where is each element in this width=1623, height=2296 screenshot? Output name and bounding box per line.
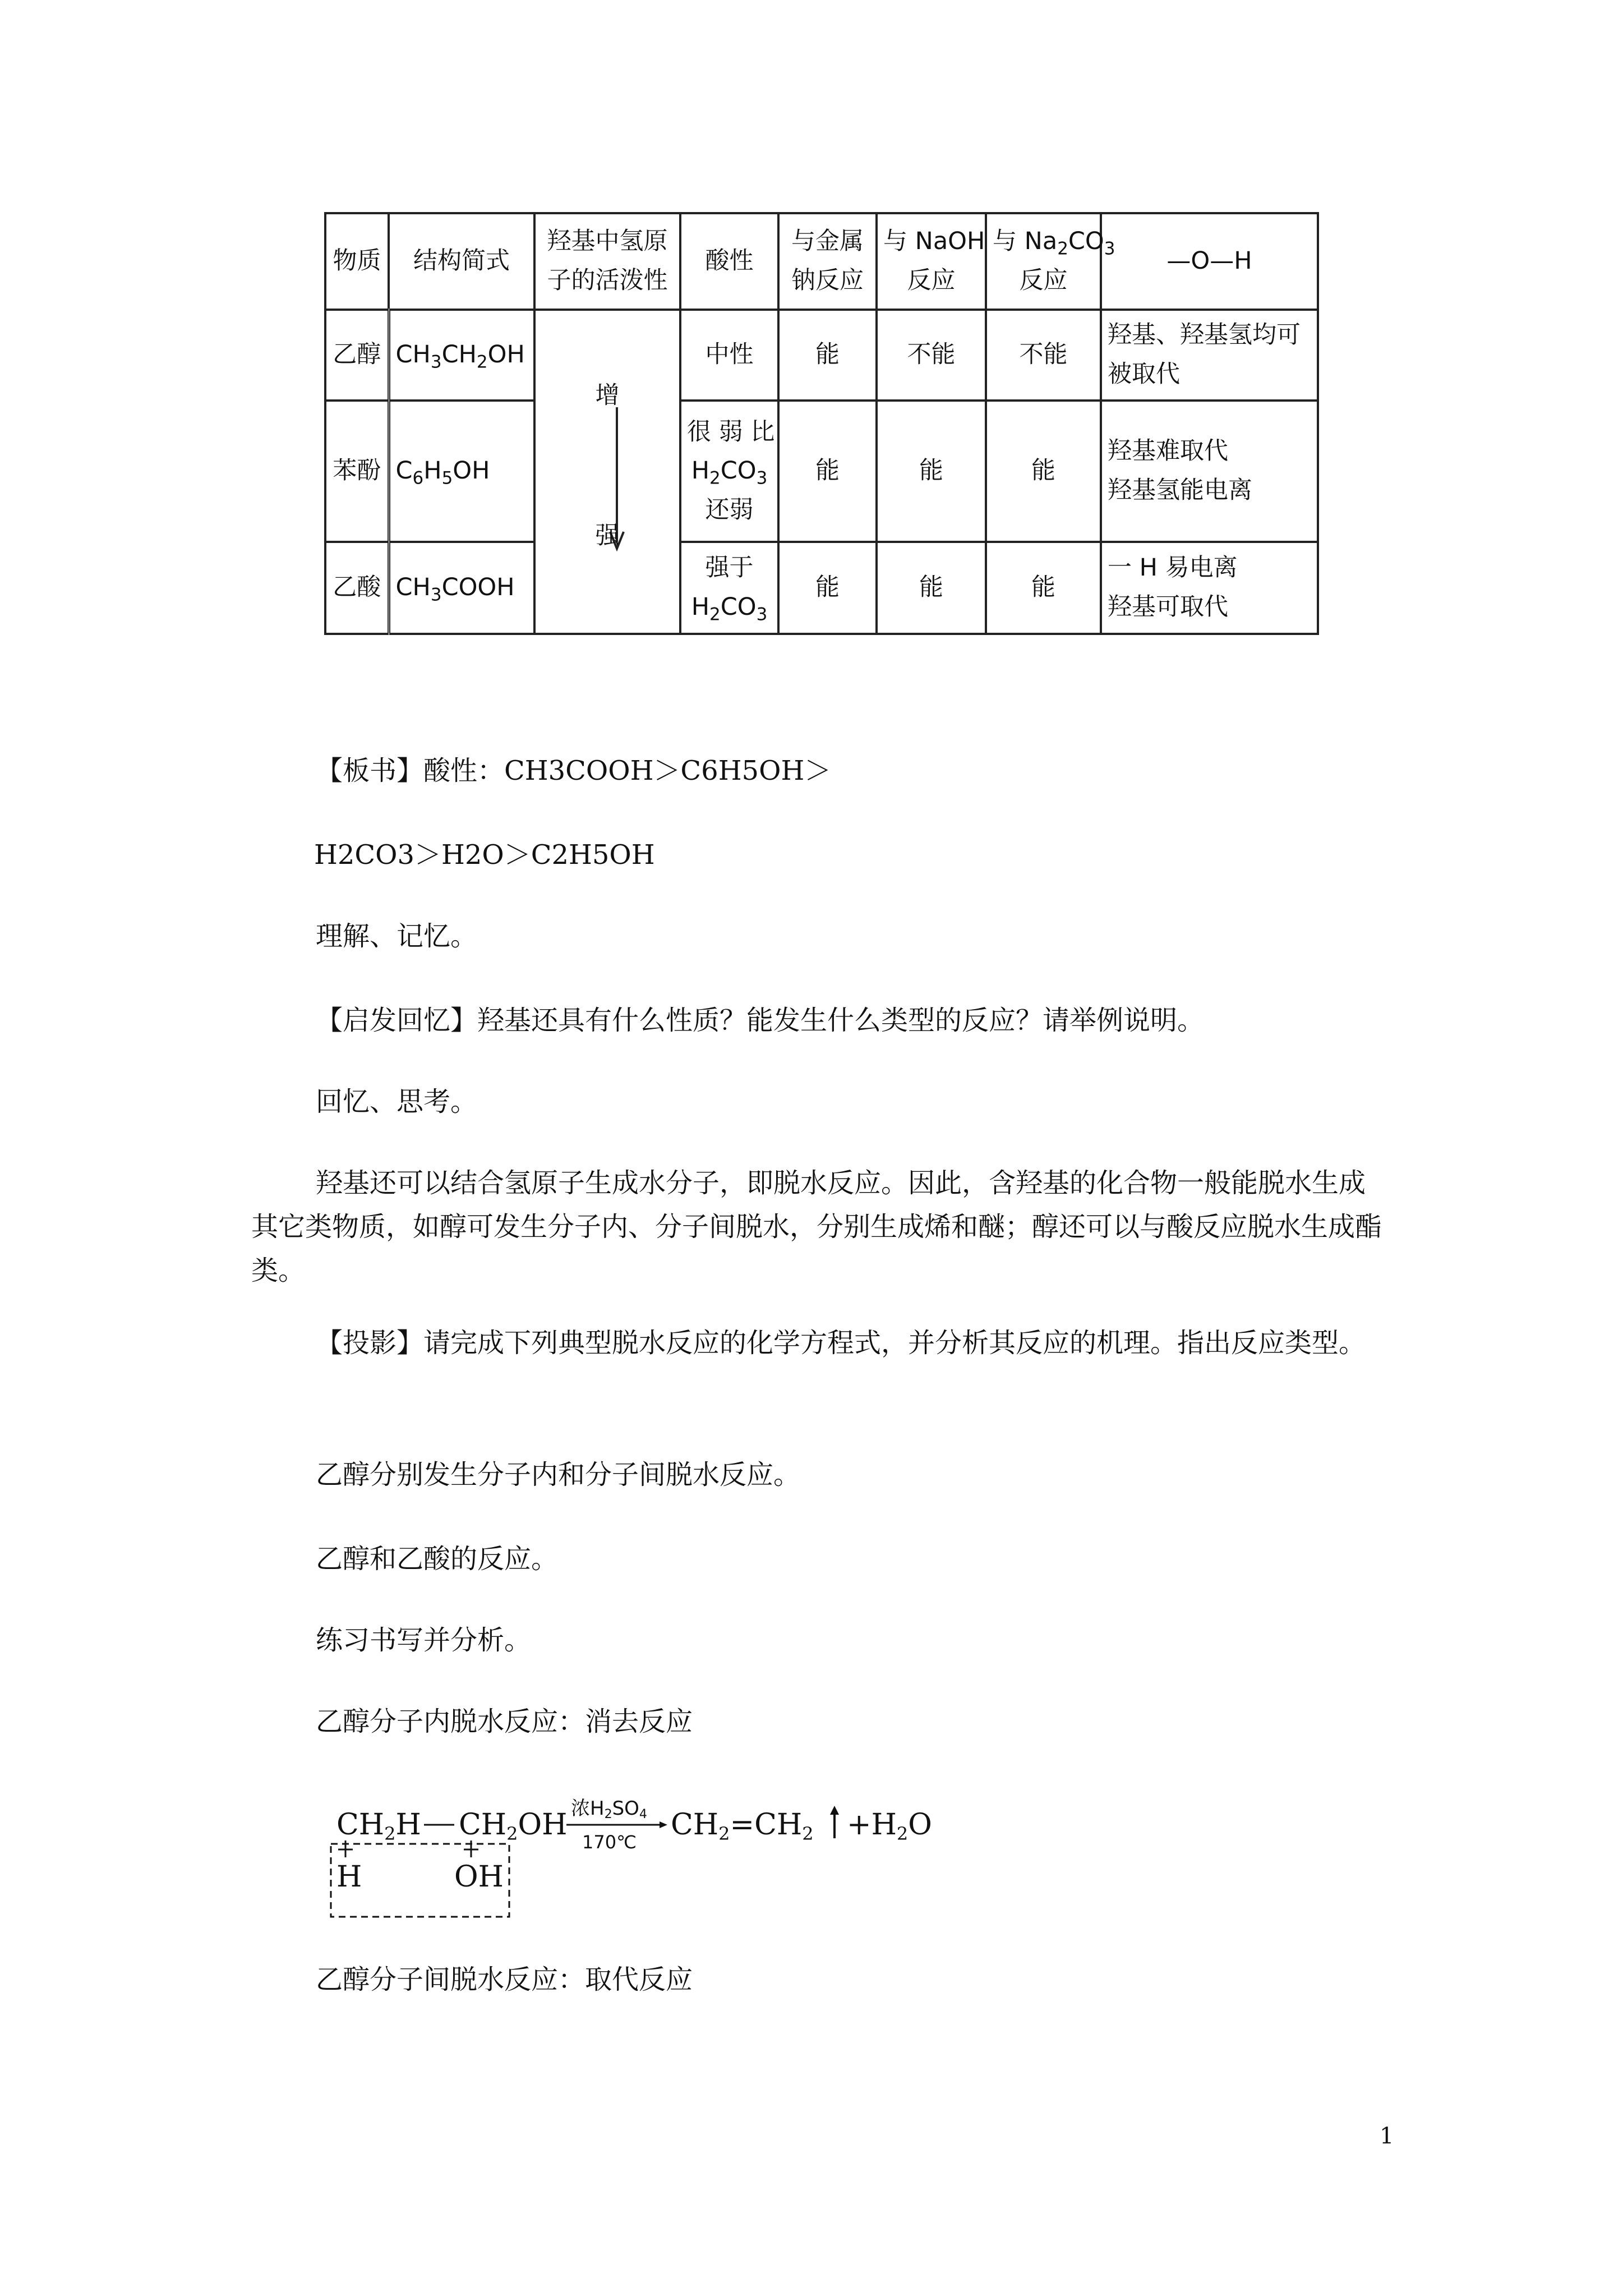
equation-product: CH2=CH2: [671, 1808, 814, 1844]
header-na2co3: 与 $Na_2CO_3$ 反应: [986, 213, 1101, 310]
table-header-row: [325, 213, 1318, 310]
box-left-h: H: [336, 1860, 362, 1894]
cell-sodium: 能: [778, 542, 877, 634]
cell-oh: 羟基难取代 羟基氢能电离: [1101, 401, 1318, 542]
cell-naoh: 能: [877, 401, 986, 542]
table-row: [325, 310, 1318, 401]
cell-formula: $C_6H_5OH$: [389, 401, 534, 542]
header-sodium: 与金属 钠反应: [778, 213, 877, 310]
projection-paragraph: 【投影】请完成下列典型脱水反应的化学方程式，并分析其反应的机理。指出反应类型。: [316, 1327, 1366, 1359]
cell-sodium: 能: [778, 401, 877, 542]
projection-tag: 【投影】: [316, 1327, 424, 1359]
cell-na2co3: 能: [986, 401, 1101, 542]
header-activity: 羟基中氢原 子的活泼性: [534, 213, 680, 310]
header-oh: —O—H: [1101, 213, 1318, 310]
page-number: 1: [1380, 2123, 1394, 2149]
cell-naoh: 能: [877, 542, 986, 634]
cell-substance: 乙酸: [325, 542, 389, 634]
recall-line: 回忆、思考。: [316, 1086, 478, 1117]
trend-bottom-label: 强: [595, 522, 620, 550]
inspire-line: 【启发回忆】羟基还具有什么性质？能发生什么类型的反应？请举例说明。: [316, 1005, 1205, 1036]
blackboard-line-1: 【板书】酸性：CH3COOH＞C6H5OH＞: [316, 755, 832, 786]
header-substance: 物质: [325, 213, 389, 310]
arrow-right-icon: [660, 1821, 667, 1828]
line-practice: 练习书写并分析。: [316, 1625, 532, 1656]
cell-formula: $CH_3COOH$: [389, 542, 534, 634]
header-acidity: 酸性: [680, 213, 778, 310]
cell-acidity: 强于 $H_2CO_3$: [680, 542, 778, 634]
blackboard-tag: 【板书】: [316, 755, 424, 786]
table-row: [325, 542, 1318, 634]
gas-up-arrow-icon: [830, 1806, 839, 1815]
cell-oh: 羟基、羟基氢均可 被取代: [1101, 310, 1318, 401]
cell-acidity: 很 弱 比 $H_2CO_3$ 还弱: [680, 401, 778, 542]
blackboard-line-2: H2CO3＞H2O＞C2H5OH: [314, 839, 655, 871]
cell-oh: 一 H 易电离 羟基可取代: [1101, 542, 1318, 634]
properties-table: [324, 212, 1319, 635]
inspire-tag: 【启发回忆】: [316, 1005, 478, 1036]
paragraph-dehydration: 羟基还可以结合氢原子生成水分子，即脱水反应。因此，含羟基的化合物一般能脱水生成其它类物质，如醇可发生分子内、分子间脱水，分别生成烯和醚；醇还可以与酸反应脱水生成酯类。: [251, 1167, 1382, 1286]
cell-sodium: 能: [778, 310, 877, 401]
line-ethanol-dehydration: 乙醇分别发生分子内和分子间脱水反应。: [316, 1459, 801, 1490]
svg-text:+H2O: +H2O: [847, 1808, 932, 1844]
condition-top: 浓H2SO4: [571, 1797, 647, 1821]
understand-line: 理解、记忆。: [316, 921, 478, 952]
header-naoh: 与 NaOH 反应: [877, 213, 986, 310]
cell-formula: $CH_3CH_2OH$: [389, 310, 534, 401]
trend-top-label: 增: [595, 381, 620, 409]
cell-activity-trend: [534, 310, 680, 634]
equation-figure: [324, 1798, 997, 1927]
line-ethanol-acetic: 乙醇和乙酸的反应。: [316, 1543, 559, 1575]
cell-naoh: 不能: [877, 310, 986, 401]
cell-acidity: 中性: [680, 310, 778, 401]
box-right-oh: OH: [454, 1860, 504, 1894]
svg-text:CH2OH: CH2OH: [459, 1808, 568, 1844]
elimination-equation: [324, 1798, 997, 1927]
table-row: [325, 401, 1318, 542]
line-elimination: 乙醇分子内脱水反应：消去反应: [316, 1706, 693, 1737]
cell-substance: 乙醇: [325, 310, 389, 401]
equation-reactant: CH2H: [336, 1808, 421, 1844]
cell-na2co3: 能: [986, 542, 1101, 634]
line-substitution: 乙醇分子间脱水反应：取代反应: [316, 1964, 693, 1995]
cell-substance: 苯酚: [325, 401, 389, 542]
condition-bottom: 170℃: [582, 1832, 637, 1853]
cell-na2co3: 不能: [986, 310, 1101, 401]
header-formula: 结构简式: [389, 213, 534, 310]
